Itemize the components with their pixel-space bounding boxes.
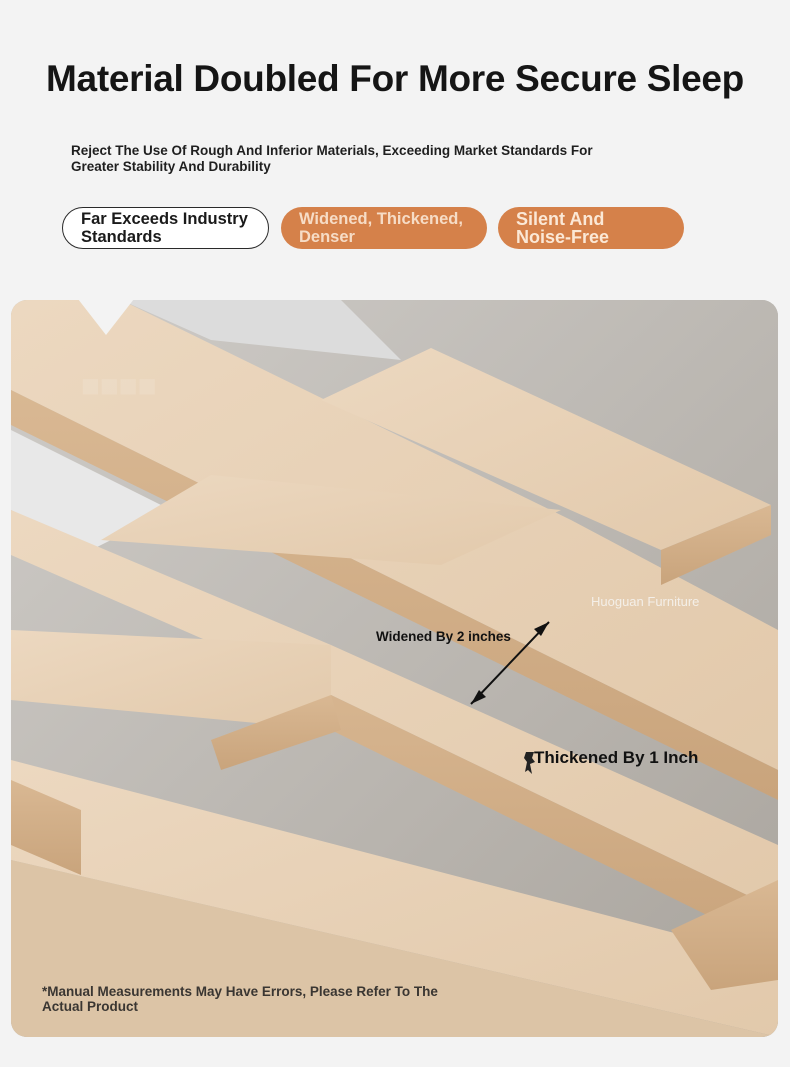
feature-pill-standards-line2: Standards [81,228,162,246]
bed-slat-illustration [11,300,778,1037]
photo-notch [78,299,134,335]
feature-pill-silent [498,207,684,249]
thickened-label: Thickened By 1 Inch [534,748,699,767]
feature-pill-standards [62,207,269,249]
page-subtitle: Reject The Use Of Rough And Inferior Materials, Exceeding Market Standards For Greater Stability And Durability [71,143,593,174]
svg-text:■■■■: ■■■■ [81,373,157,397]
brand-watermark: Huoguan Furniture [591,594,700,609]
bed-slat-photo [11,300,778,1037]
feature-pill-standards-line1: Far Exceeds Industry [81,210,248,228]
feature-pill-widened [281,207,487,249]
feature-pill-silent-line2: Noise-Free [516,227,610,247]
disclaimer-note: *Manual Measurements May Have Errors, Please Refer To The Actual Product [42,984,438,1014]
widened-label: Widened By 2 inches [376,629,511,644]
page-title: Material Doubled For More Secure Sleep [46,58,744,99]
feature-pill-widened-line1: Widened, Thickened, [299,210,463,228]
feature-pill-silent-line1: Silent And [516,209,605,229]
feature-pill-widened-line2: Denser [299,228,355,246]
